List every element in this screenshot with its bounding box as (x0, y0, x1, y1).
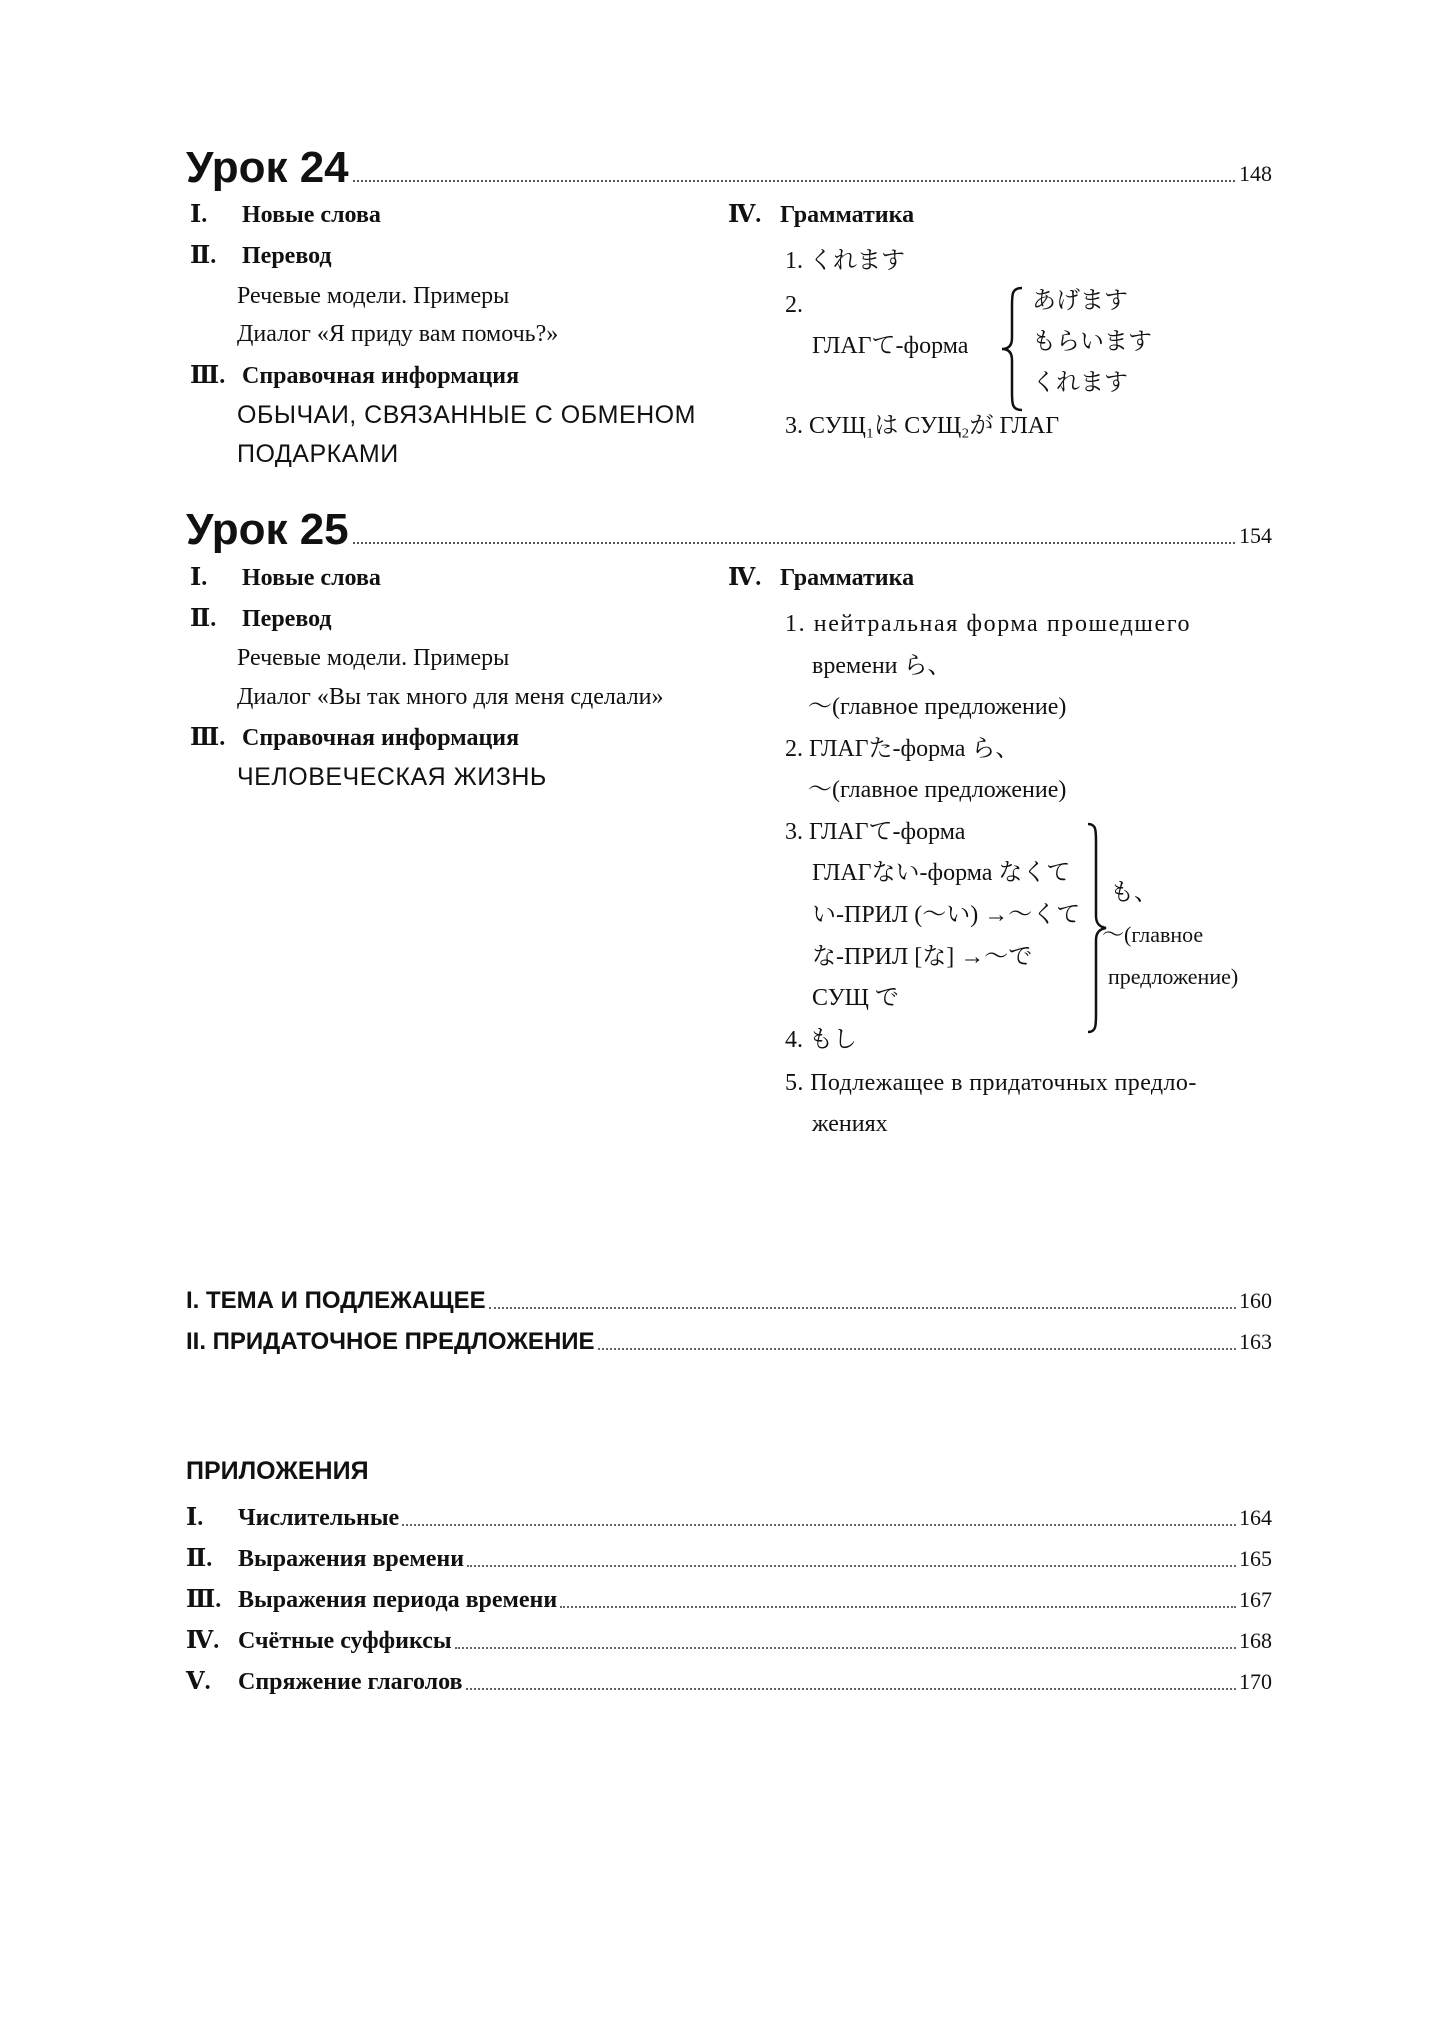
l25-grammar-2-line1: 2. ГЛАГた-форма ら、 (785, 736, 1020, 762)
toc-page: 168 (1239, 1628, 1272, 1653)
l24-grammar-2-num: 2. (785, 292, 803, 318)
toc-topic-subject[interactable] (186, 1286, 1272, 1316)
section-label: Новые слова (242, 202, 381, 228)
dot-leader (466, 1688, 1237, 1690)
section-label: Перевод (242, 243, 332, 269)
l25-translation-line1: Речевые модели. Примеры (237, 645, 510, 671)
toc-page: 170 (1239, 1669, 1272, 1694)
l25-grammar-3-tail1: も、 (1110, 880, 1158, 906)
l24-grammar-2-opt2: もらいます (1032, 329, 1152, 355)
toc-page: 167 (1239, 1587, 1272, 1612)
l25-grammar-3-line4: な-ПРИЛ [な] →～で (812, 944, 1033, 970)
roman-numeral: Ⅲ. (186, 1587, 222, 1613)
section-label: Новые слова (242, 565, 381, 591)
dot-leader (560, 1606, 1236, 1608)
l25-grammar-2-line2: ～(главное предложение) (808, 777, 1067, 803)
l24-translation[interactable] (190, 241, 332, 271)
l25-reference-line1: ЧЕЛОВЕЧЕСКАЯ ЖИЗНЬ (237, 763, 547, 791)
l24-reference[interactable] (190, 361, 519, 391)
l25-grammar-3-line5: СУЩ で (812, 985, 899, 1011)
roman-numeral: Ⅱ. (190, 243, 217, 269)
appendix-item-time-periods[interactable] (186, 1585, 1272, 1615)
lesson-25-title: Урок 25 (186, 505, 349, 554)
appendix-item-time-expressions[interactable] (186, 1544, 1272, 1574)
roman-numeral: Ⅱ. (190, 606, 217, 632)
l24-reference-line1: ОБЫЧАИ, СВЯЗАННЫЕ С ОБМЕНОМ (237, 401, 696, 429)
l24-grammar-2-opt1: あげます (1032, 288, 1128, 314)
roman-numeral: Ⅰ. (186, 1505, 204, 1531)
roman-numeral: Ⅲ. (190, 725, 226, 751)
l25-grammar-3-tail3: предложение) (1108, 964, 1239, 989)
l25-grammar-3-tail2: ～(главное (1102, 922, 1204, 947)
toc-label: Выражения времени (238, 1546, 465, 1572)
roman-numeral: Ⅰ. (190, 565, 208, 591)
toc-label: Счётные суффиксы (238, 1628, 452, 1654)
l25-new-words[interactable] (190, 563, 381, 593)
section-label: Грамматика (780, 202, 915, 228)
l24-new-words[interactable] (190, 200, 381, 230)
appendix-item-counters[interactable] (186, 1626, 1272, 1656)
appendix-title: ПРИЛОЖЕНИЯ (186, 1457, 369, 1485)
l24-grammar[interactable] (728, 200, 914, 230)
lesson-24-title: Урок 24 (186, 143, 349, 192)
section-label: Грамматика (780, 565, 915, 591)
toc-label: Выражения периода времени (238, 1587, 558, 1613)
toc-label: I. ТЕМА И ПОДЛЕЖАЩЕЕ (186, 1287, 486, 1314)
roman-numeral: Ⅱ. (186, 1546, 213, 1572)
dot-leader (455, 1647, 1236, 1649)
appendix-item-numerals[interactable] (186, 1503, 1272, 1533)
l24-translation-line2: Диалог «Я приду вам помочь?» (237, 321, 559, 347)
lesson-24-page: 148 (1239, 161, 1272, 186)
toc-page: 163 (1239, 1329, 1272, 1354)
toc-label: II. ПРИДАТОЧНОЕ ПРЕДЛОЖЕНИЕ (186, 1328, 595, 1355)
section-label: Перевод (242, 606, 332, 632)
toc-label: Числительные (238, 1505, 400, 1531)
toc-subordinate-clause[interactable] (186, 1327, 1272, 1357)
l25-grammar-1-line2: времени ら、 (812, 653, 952, 679)
l25-grammar-3-line2: ГЛАГない-форма なくて (812, 860, 1071, 886)
section-label: Справочная информация (242, 363, 520, 389)
curly-brace-icon (1000, 286, 1028, 412)
l25-grammar-1-line3: ～(главное предложение) (808, 694, 1067, 720)
l25-grammar-5-line2: жениях (812, 1111, 888, 1137)
dot-leader (353, 180, 1235, 182)
l25-grammar[interactable] (728, 563, 914, 593)
l25-grammar-5-line1: 5. Подлежащее в придаточных предло- (785, 1070, 1197, 1096)
roman-numeral: Ⅴ. (186, 1669, 211, 1695)
roman-numeral: Ⅳ. (728, 202, 762, 228)
dot-leader (353, 542, 1235, 544)
l25-grammar-3-line3: い-ПРИЛ (～い) →～くて (812, 902, 1081, 928)
toc-page: 165 (1239, 1546, 1272, 1571)
l25-grammar-3-line1: 3. ГЛАГて-форма (785, 819, 966, 845)
roman-numeral: Ⅳ. (728, 565, 762, 591)
l24-grammar-2-opt3: くれます (1032, 370, 1128, 396)
l25-grammar-4: 4. もし (785, 1027, 857, 1053)
l25-translation[interactable] (190, 604, 332, 634)
toc-label: Спряжение глаголов (238, 1669, 463, 1695)
l25-reference[interactable] (190, 723, 519, 753)
l24-reference-line2: ПОДАРКАМИ (237, 440, 399, 468)
l24-grammar-2-label: ГЛАГて-форма (812, 333, 969, 359)
roman-numeral: Ⅰ. (190, 202, 208, 228)
roman-numeral: Ⅲ. (190, 363, 226, 389)
l24-grammar-3: 3. СУЩ₁は СУЩ₂が ГЛАГ (785, 413, 1060, 439)
roman-numeral: Ⅳ. (186, 1628, 220, 1654)
l25-translation-line2: Диалог «Вы так много для меня сделали» (237, 684, 664, 710)
toc-page: 164 (1239, 1505, 1272, 1530)
dot-leader (598, 1348, 1236, 1350)
appendix-item-verb-conjugation[interactable] (186, 1667, 1272, 1697)
l24-grammar-1: 1. くれます (785, 248, 905, 274)
section-label: Справочная информация (242, 725, 520, 751)
lesson-24-header[interactable] (186, 138, 1272, 194)
dot-leader (489, 1307, 1236, 1309)
lesson-25-header[interactable] (186, 500, 1272, 556)
dot-leader (467, 1565, 1236, 1567)
dot-leader (402, 1524, 1236, 1526)
l24-translation-line1: Речевые модели. Примеры (237, 283, 510, 309)
lesson-25-page: 154 (1239, 523, 1272, 548)
l25-grammar-1-line1: 1. нейтральная форма прошедшего (785, 611, 1192, 637)
toc-page: 160 (1239, 1288, 1272, 1313)
